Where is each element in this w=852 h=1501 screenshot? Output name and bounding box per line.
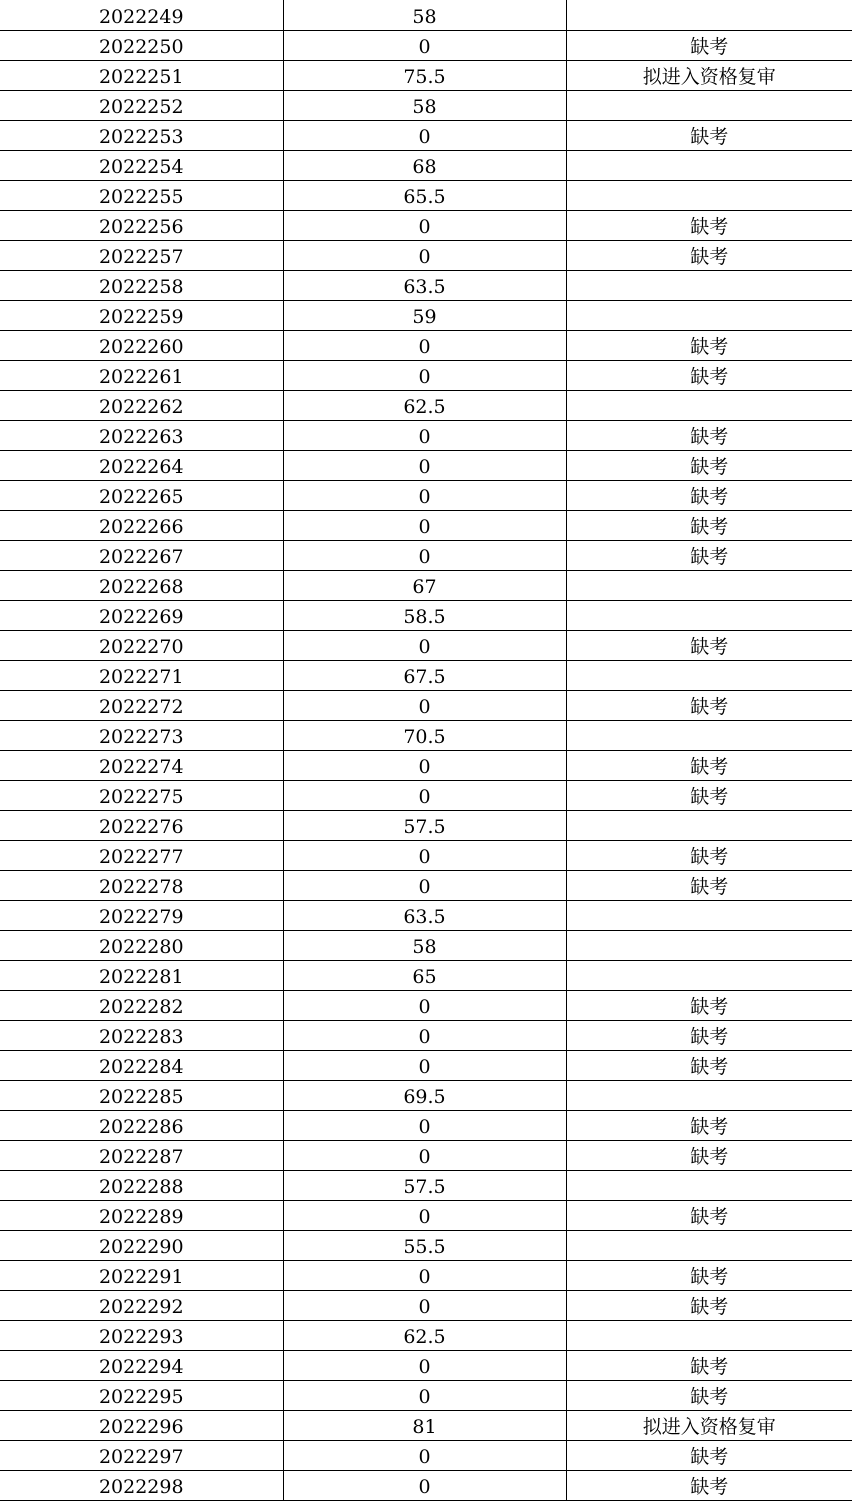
remark-cell: 缺考 <box>566 1471 852 1501</box>
remark-cell: 缺考 <box>566 1261 852 1291</box>
table-row <box>0 391 852 421</box>
exam-number-cell: 2022297 <box>0 1441 283 1471</box>
exam-number-cell: 2022250 <box>0 31 283 61</box>
remark-cell: 缺考 <box>566 241 852 271</box>
remark-cell: 缺考 <box>566 1141 852 1171</box>
score-cell: 0 <box>283 1111 566 1141</box>
score-cell: 0 <box>283 1471 566 1501</box>
remark-cell: 缺考 <box>566 361 852 391</box>
score-cell: 67 <box>283 571 566 601</box>
score-cell: 70.5 <box>283 721 566 751</box>
table-row <box>0 241 852 271</box>
remark-cell <box>566 571 852 601</box>
score-cell: 58 <box>283 0 566 31</box>
exam-number-cell: 2022282 <box>0 991 283 1021</box>
exam-number-cell: 2022276 <box>0 811 283 841</box>
exam-number-cell: 2022284 <box>0 1051 283 1081</box>
table-row <box>0 421 852 451</box>
score-cell: 63.5 <box>283 271 566 301</box>
exam-number-cell: 2022273 <box>0 721 283 751</box>
score-cell: 75.5 <box>283 61 566 91</box>
table-row <box>0 451 852 481</box>
remark-cell <box>566 271 852 301</box>
score-cell: 0 <box>283 781 566 811</box>
score-cell: 0 <box>283 751 566 781</box>
table-row <box>0 631 852 661</box>
exam-number-cell: 2022266 <box>0 511 283 541</box>
score-cell: 55.5 <box>283 1231 566 1261</box>
exam-number-cell: 2022261 <box>0 361 283 391</box>
remark-cell <box>566 931 852 961</box>
remark-cell <box>566 391 852 421</box>
exam-number-cell: 2022270 <box>0 631 283 661</box>
table-row <box>0 901 852 931</box>
score-cell: 0 <box>283 451 566 481</box>
remark-cell: 缺考 <box>566 841 852 871</box>
score-cell: 0 <box>283 1141 566 1171</box>
score-cell: 0 <box>283 31 566 61</box>
exam-number-cell: 2022254 <box>0 151 283 181</box>
exam-number-cell: 2022289 <box>0 1201 283 1231</box>
exam-number-cell: 2022256 <box>0 211 283 241</box>
score-cell: 58 <box>283 931 566 961</box>
remark-cell: 缺考 <box>566 631 852 661</box>
score-cell: 0 <box>283 871 566 901</box>
remark-cell <box>566 901 852 931</box>
table-row <box>0 991 852 1021</box>
table-row <box>0 931 852 961</box>
remark-cell <box>566 961 852 991</box>
table-row <box>0 541 852 571</box>
score-cell: 58.5 <box>283 601 566 631</box>
exam-number-cell: 2022264 <box>0 451 283 481</box>
remark-cell <box>566 151 852 181</box>
score-cell: 0 <box>283 1381 566 1411</box>
remark-cell <box>566 91 852 121</box>
remark-cell <box>566 811 852 841</box>
table-row <box>0 751 852 781</box>
remark-cell: 拟进入资格复审 <box>566 61 852 91</box>
table-row <box>0 1201 852 1231</box>
score-cell: 0 <box>283 1021 566 1051</box>
score-cell: 68 <box>283 151 566 181</box>
table-row <box>0 661 852 691</box>
remark-cell <box>566 1171 852 1201</box>
score-cell: 0 <box>283 211 566 241</box>
table-row <box>0 511 852 541</box>
exam-number-cell: 2022271 <box>0 661 283 691</box>
remark-cell: 拟进入资格复审 <box>566 1411 852 1441</box>
table-row <box>0 1351 852 1381</box>
score-cell: 58 <box>283 91 566 121</box>
exam-number-cell: 2022291 <box>0 1261 283 1291</box>
exam-number-cell: 2022267 <box>0 541 283 571</box>
score-cell: 0 <box>283 841 566 871</box>
remark-cell: 缺考 <box>566 1201 852 1231</box>
exam-number-cell: 2022268 <box>0 571 283 601</box>
exam-number-cell: 2022294 <box>0 1351 283 1381</box>
remark-cell <box>566 181 852 211</box>
exam-number-cell: 2022278 <box>0 871 283 901</box>
exam-number-cell: 2022296 <box>0 1411 283 1441</box>
remark-cell: 缺考 <box>566 481 852 511</box>
table-row <box>0 361 852 391</box>
score-cell: 0 <box>283 691 566 721</box>
remark-cell <box>566 661 852 691</box>
remark-cell: 缺考 <box>566 781 852 811</box>
remark-cell: 缺考 <box>566 1441 852 1471</box>
exam-number-cell: 2022286 <box>0 1111 283 1141</box>
table-row <box>0 271 852 301</box>
table-row <box>0 151 852 181</box>
exam-number-cell: 2022265 <box>0 481 283 511</box>
remark-cell: 缺考 <box>566 121 852 151</box>
table-row <box>0 211 852 241</box>
exam-number-cell: 2022292 <box>0 1291 283 1321</box>
score-cell: 0 <box>283 1291 566 1321</box>
exam-number-cell: 2022258 <box>0 271 283 301</box>
score-cell: 62.5 <box>283 391 566 421</box>
remark-cell <box>566 1081 852 1111</box>
table-row <box>0 841 852 871</box>
table-row <box>0 1171 852 1201</box>
score-cell: 0 <box>283 541 566 571</box>
table-row <box>0 1231 852 1261</box>
score-cell: 0 <box>283 511 566 541</box>
table-row <box>0 1081 852 1111</box>
table-row <box>0 1381 852 1411</box>
remark-cell: 缺考 <box>566 1051 852 1081</box>
table-row <box>0 781 852 811</box>
remark-cell <box>566 721 852 751</box>
exam-number-cell: 2022293 <box>0 1321 283 1351</box>
remark-cell: 缺考 <box>566 31 852 61</box>
score-cell: 57.5 <box>283 1171 566 1201</box>
table-row <box>0 871 852 901</box>
exam-number-cell: 2022280 <box>0 931 283 961</box>
table-row <box>0 1291 852 1321</box>
table-row <box>0 691 852 721</box>
table-row <box>0 1261 852 1291</box>
exam-number-cell: 2022272 <box>0 691 283 721</box>
exam-number-cell: 2022288 <box>0 1171 283 1201</box>
table-row <box>0 1141 852 1171</box>
remark-cell <box>566 1321 852 1351</box>
score-cell: 0 <box>283 241 566 271</box>
remark-cell <box>566 1231 852 1261</box>
score-cell: 0 <box>283 631 566 661</box>
table-row <box>0 61 852 91</box>
score-cell: 0 <box>283 1261 566 1291</box>
exam-number-cell: 2022251 <box>0 61 283 91</box>
score-cell: 62.5 <box>283 1321 566 1351</box>
exam-number-cell: 2022287 <box>0 1141 283 1171</box>
remark-cell: 缺考 <box>566 1021 852 1051</box>
table-row <box>0 481 852 511</box>
score-cell: 0 <box>283 481 566 511</box>
exam-number-cell: 2022249 <box>0 0 283 31</box>
table-row <box>0 721 852 751</box>
exam-number-cell: 2022295 <box>0 1381 283 1411</box>
score-cell: 65 <box>283 961 566 991</box>
remark-cell: 缺考 <box>566 1291 852 1321</box>
exam-number-cell: 2022262 <box>0 391 283 421</box>
score-cell: 59 <box>283 301 566 331</box>
score-cell: 67.5 <box>283 661 566 691</box>
exam-number-cell: 2022253 <box>0 121 283 151</box>
exam-number-cell: 2022255 <box>0 181 283 211</box>
table-row <box>0 1051 852 1081</box>
exam-number-cell: 2022257 <box>0 241 283 271</box>
table-row <box>0 1411 852 1441</box>
exam-number-cell: 2022279 <box>0 901 283 931</box>
exam-number-cell: 2022252 <box>0 91 283 121</box>
remark-cell: 缺考 <box>566 511 852 541</box>
remark-cell: 缺考 <box>566 751 852 781</box>
remark-cell: 缺考 <box>566 991 852 1021</box>
score-cell: 63.5 <box>283 901 566 931</box>
table-row <box>0 571 852 601</box>
score-cell: 69.5 <box>283 1081 566 1111</box>
exam-number-cell: 2022269 <box>0 601 283 631</box>
score-cell: 65.5 <box>283 181 566 211</box>
score-cell: 0 <box>283 331 566 361</box>
score-cell: 0 <box>283 361 566 391</box>
exam-number-cell: 2022285 <box>0 1081 283 1111</box>
score-cell: 0 <box>283 1441 566 1471</box>
remark-cell: 缺考 <box>566 691 852 721</box>
remark-cell: 缺考 <box>566 1381 852 1411</box>
remark-cell: 缺考 <box>566 541 852 571</box>
table-row <box>0 331 852 361</box>
table-row <box>0 1441 852 1471</box>
remark-cell: 缺考 <box>566 421 852 451</box>
table-row <box>0 1021 852 1051</box>
exam-number-cell: 2022281 <box>0 961 283 991</box>
table-row <box>0 0 852 31</box>
remark-cell <box>566 601 852 631</box>
exam-number-cell: 2022275 <box>0 781 283 811</box>
score-cell: 0 <box>283 421 566 451</box>
remark-cell: 缺考 <box>566 331 852 361</box>
score-cell: 0 <box>283 1051 566 1081</box>
exam-number-cell: 2022274 <box>0 751 283 781</box>
remark-cell: 缺考 <box>566 1111 852 1141</box>
exam-number-cell: 2022298 <box>0 1471 283 1501</box>
table-row <box>0 31 852 61</box>
remark-cell: 缺考 <box>566 1351 852 1381</box>
exam-number-cell: 2022259 <box>0 301 283 331</box>
table-row <box>0 1471 852 1501</box>
table-row <box>0 811 852 841</box>
remark-cell <box>566 0 852 31</box>
score-cell: 81 <box>283 1411 566 1441</box>
remark-cell: 缺考 <box>566 451 852 481</box>
table-row <box>0 961 852 991</box>
score-cell: 0 <box>283 1351 566 1381</box>
table-row <box>0 1111 852 1141</box>
table-row <box>0 301 852 331</box>
exam-number-cell: 2022290 <box>0 1231 283 1261</box>
score-cell: 0 <box>283 1201 566 1231</box>
remark-cell <box>566 301 852 331</box>
exam-number-cell: 2022277 <box>0 841 283 871</box>
score-cell: 0 <box>283 991 566 1021</box>
table-row <box>0 91 852 121</box>
score-cell: 0 <box>283 121 566 151</box>
remark-cell: 缺考 <box>566 211 852 241</box>
table-row <box>0 1321 852 1351</box>
table-row <box>0 181 852 211</box>
remark-cell: 缺考 <box>566 871 852 901</box>
exam-number-cell: 2022260 <box>0 331 283 361</box>
score-cell: 57.5 <box>283 811 566 841</box>
exam-number-cell: 2022283 <box>0 1021 283 1051</box>
exam-number-cell: 2022263 <box>0 421 283 451</box>
table-row <box>0 601 852 631</box>
table-row <box>0 121 852 151</box>
